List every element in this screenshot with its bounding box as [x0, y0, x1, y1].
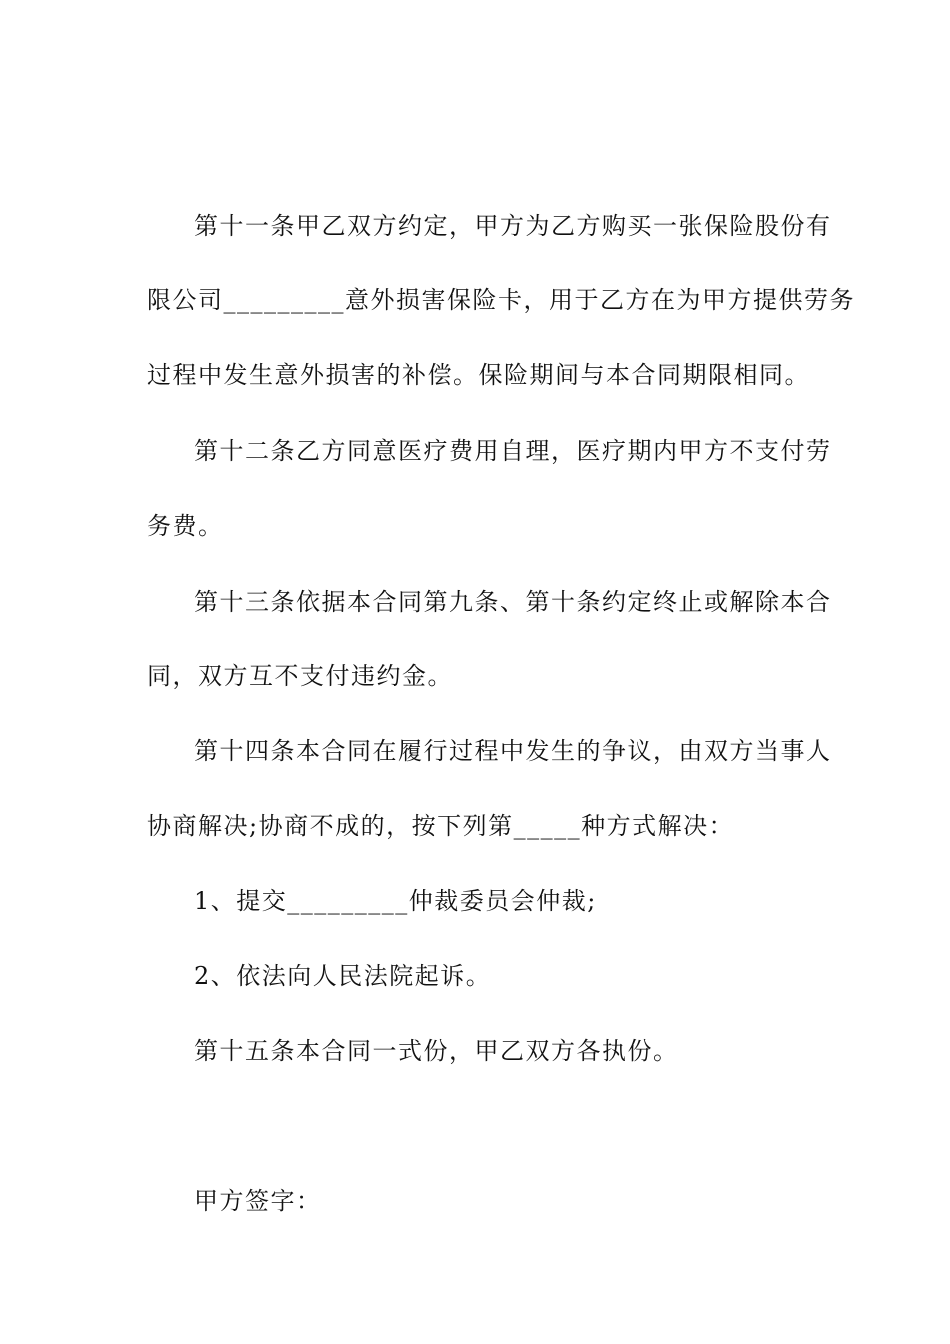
- article-13-line-1: 第十三条依据本合同第九条、第十条约定终止或解除本合: [194, 588, 832, 616]
- article-13-line-2: 同，双方互不支付违约金。: [147, 662, 453, 690]
- article-12-line-1: 第十二条乙方同意医疗费用自理，医疗期内甲方不支付劳: [194, 437, 832, 465]
- article-11-line-2: 限公司_________意外损害保险卡，用于乙方在为甲方提供劳务: [147, 286, 855, 314]
- article-14-line-2: 协商解决;协商不成的，按下列第_____种方式解决：: [147, 812, 735, 840]
- party-a-signature-label: 甲方签字：: [194, 1187, 322, 1215]
- option-1-line: 1、提交_________仲裁委员会仲裁;: [194, 887, 597, 915]
- option-2-line: 2、依法向人民法院起诉。: [194, 962, 492, 990]
- article-11-line-1: 第十一条甲乙双方约定，甲方为乙方购买一张保险股份有: [194, 212, 832, 240]
- article-11-line-3: 过程中发生意外损害的补偿。保险期间与本合同期限相同。: [147, 361, 810, 389]
- article-12-line-2: 务费。: [147, 512, 224, 540]
- article-15-line: 第十五条本合同一式份，甲乙双方各执份。: [194, 1037, 679, 1065]
- article-14-line-1: 第十四条本合同在履行过程中发生的争议，由双方当事人: [194, 737, 832, 765]
